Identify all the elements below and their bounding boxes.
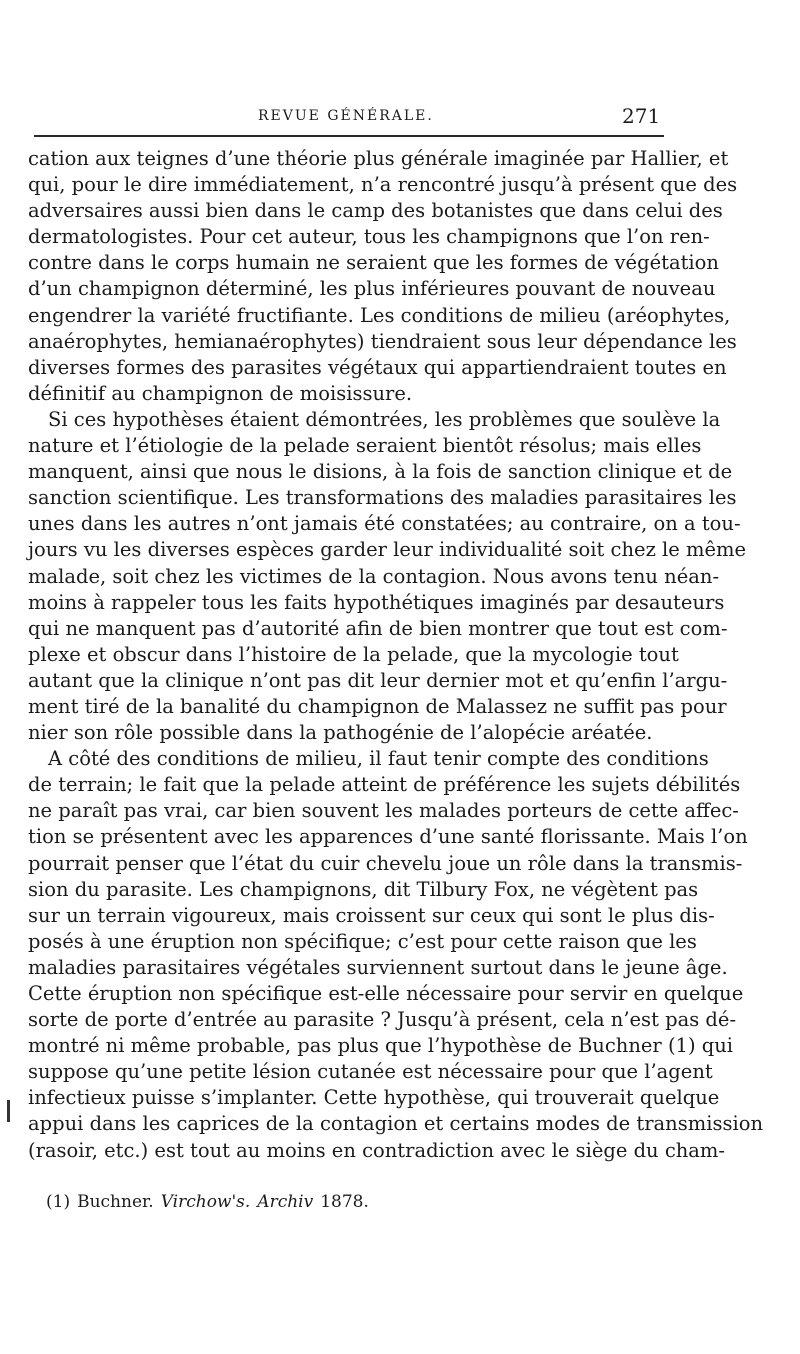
- text-line: plexe et obscur dans l’histoire de la pelade, que la mycologie tout: [28, 642, 679, 666]
- text-line: malade, soit chez les victimes de la contagion. Nous avons tenu néan-: [28, 564, 720, 588]
- footnote-author: Buchner.: [77, 1192, 154, 1212]
- text-line: pourrait penser que l’état du cuir chevelu joue un rôle dans la transmis-: [28, 851, 743, 875]
- text-line: autant que la clinique n’ont pas dit leur dernier mot et qu’enfin l’argu-: [28, 668, 728, 692]
- text-line: anaérophytes, hemianaérophytes) tiendraient sous leur dépendance les: [28, 329, 737, 353]
- text-line: appui dans les caprices de la contagion et certains modes de transmission: [28, 1112, 764, 1136]
- page-number: 271: [622, 104, 661, 128]
- text-line: posés à une éruption non spécifique; c’est pour cette raison que les: [28, 929, 697, 953]
- text-line: ne paraît pas vrai, car bien souvent les malades porteurs de cette affec-: [28, 799, 739, 823]
- text-line: A côté des conditions de milieu, il faut tenir compte des conditions: [48, 747, 709, 771]
- margin-mark: [7, 1100, 10, 1122]
- text-line: engendrer la variété fructifiante. Les conditions de milieu (aréophytes,: [28, 303, 731, 327]
- text-line: Si ces hypothèses étaient démontrées, les problèmes que soulève la: [48, 407, 721, 431]
- text-line: cation aux teignes d’une théorie plus générale imaginée par Hallier, et: [28, 147, 729, 170]
- text-line: de terrain; le fait que la pelade atteint de préférence les sujets débilités: [28, 773, 741, 797]
- text-line: ment tiré de la banalité du champignon de Malassez ne suffit pas pour: [28, 694, 727, 718]
- text-line: maladies parasitaires végétales surviennent surtout dans le jeune âge.: [28, 955, 728, 979]
- text-line: contre dans le corps humain ne seraient que les formes de végétation: [28, 251, 719, 275]
- text-line: sanction scientifique. Les transformations des maladies parasitaires les: [28, 486, 737, 510]
- text-line: définitif au champignon de moisissure.: [28, 381, 413, 405]
- text-line: sorte de porte d’entrée au parasite ? Jusqu’à présent, cela n’est pas dé-: [28, 1008, 737, 1032]
- text-line: nier son rôle possible dans la pathogénie de l’alopécie aréatée.: [28, 721, 653, 745]
- text-line: sur un terrain vigoureux, mais croissent sur ceux qui sont le plus dis-: [28, 903, 715, 927]
- text-line: d’un champignon déterminé, les plus inférieures pouvant de nouveau: [28, 277, 716, 301]
- text-line: diverses formes des parasites végétaux qui appartiendraient toutes en: [28, 355, 727, 379]
- footnote-year: 1878.: [320, 1192, 369, 1212]
- text-line: montré ni même probable, pas plus que l’hypothèse de Buchner (1) qui: [28, 1034, 734, 1058]
- header-rule: [34, 135, 664, 137]
- text-line: tion se présentent avec les apparences d’une santé florissante. Mais l’on: [28, 825, 748, 849]
- body-text: [28, 146, 764, 1164]
- running-title: REVUE GÉNÉRALE.: [258, 108, 434, 124]
- text-line: jours vu les diverses espèces garder leur individualité soit chez le même: [28, 538, 747, 562]
- text-line: Cette éruption non spécifique est-elle nécessaire pour servir en quelque: [28, 982, 744, 1005]
- text-line: qui ne manquent pas d’autorité afin de bien montrer que tout est com-: [28, 616, 728, 640]
- text-line: moins à rappeler tous les faits hypothétiques imaginés par desauteurs: [28, 590, 725, 614]
- text-line: (rasoir, etc.) est tout au moins en contradiction avec le siège du cham-: [28, 1138, 726, 1162]
- text-line: nature et l’étiologie de la pelade seraient bientôt résolus; mais elles: [28, 434, 702, 458]
- text-line: adversaires aussi bien dans le camp des botanistes que dans celui des: [28, 199, 723, 223]
- text-line: unes dans les autres n’ont jamais été constatées; au contraire, on a tou-: [28, 512, 741, 536]
- footnote-marker: (1): [46, 1192, 71, 1212]
- text-line: infectieux puisse s’implanter. Cette hypothèse, qui trouverait quelque: [28, 1086, 720, 1110]
- footnote: [46, 1192, 376, 1212]
- text-line: qui, pour le dire immédiatement, n’a rencontré jusqu’à présent que des: [28, 173, 738, 197]
- text-line: sion du parasite. Les champignons, dit Tilbury Fox, ne végètent pas: [28, 877, 699, 901]
- footnote-journal: Virchow's.: [160, 1192, 251, 1212]
- footnote-title: Archiv: [257, 1192, 314, 1212]
- text-line: manquent, ainsi que nous le disions, à la fois de sanction clinique et de: [28, 460, 733, 484]
- text-line: suppose qu’une petite lésion cutanée est nécessaire pour que l’agent: [28, 1060, 713, 1084]
- text-line: dermatologistes. Pour cet auteur, tous les champignons que l’on ren-: [28, 225, 710, 249]
